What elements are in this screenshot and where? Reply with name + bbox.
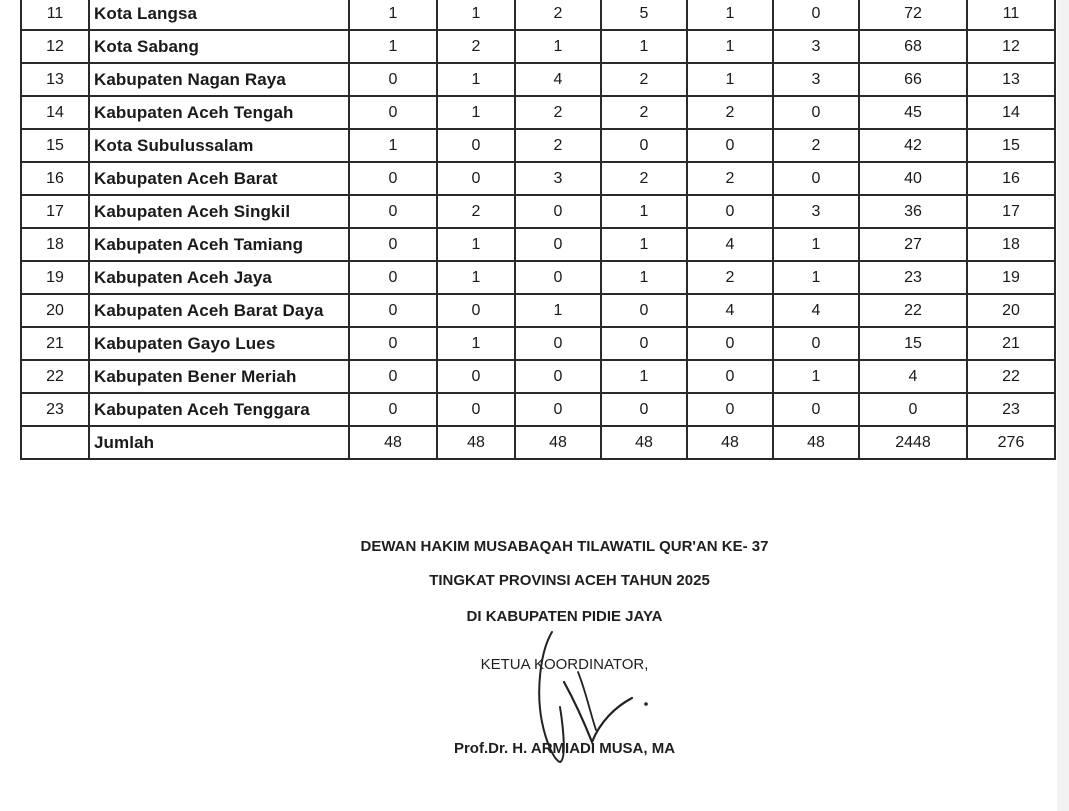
table-row xyxy=(21,30,1055,63)
count-col-4-cell: 2 xyxy=(601,96,687,129)
count-col-6-cell: 2 xyxy=(773,129,859,162)
count-col-5-cell: 1 xyxy=(687,63,773,96)
count-col-5-cell: 1 xyxy=(687,30,773,63)
district-name-cell: Kabupaten Aceh Barat Daya xyxy=(89,294,349,327)
district-name-cell: Kota Langsa xyxy=(89,0,349,30)
count-col-2-cell: 1 xyxy=(437,327,515,360)
count-col-5-cell: 0 xyxy=(687,360,773,393)
count-col-2-cell: 0 xyxy=(437,393,515,426)
rank-cell: 16 xyxy=(967,162,1055,195)
row-number-cell: 13 xyxy=(21,63,89,96)
count-col-5-cell: 2 xyxy=(687,261,773,294)
event-level-title: TINGKAT PROVINSI ACEH TAHUN 2025 xyxy=(429,572,710,589)
count-col-6-cell: 1 xyxy=(773,261,859,294)
count-col-4-cell: 1 xyxy=(601,30,687,63)
count-col-6-cell: 0 xyxy=(773,0,859,30)
count-col-4-cell: 2 xyxy=(601,162,687,195)
rank-cell: 21 xyxy=(967,327,1055,360)
rank-cell: 23 xyxy=(967,393,1055,426)
rank-cell: 13 xyxy=(967,63,1055,96)
table-row xyxy=(21,129,1055,162)
row-number-cell: 20 xyxy=(21,294,89,327)
count-col-4-cell: 1 xyxy=(601,195,687,228)
rank-cell: 15 xyxy=(967,129,1055,162)
count-col-2-cell: 1 xyxy=(437,228,515,261)
count-col-4-cell: 5 xyxy=(601,0,687,30)
count-col-2-cell: 48 xyxy=(437,426,515,459)
total-score-cell: 23 xyxy=(859,261,967,294)
district-name-cell: Kabupaten Aceh Tamiang xyxy=(89,228,349,261)
count-col-4-cell: 0 xyxy=(601,327,687,360)
count-col-6-cell: 3 xyxy=(773,195,859,228)
total-score-cell: 22 xyxy=(859,294,967,327)
count-col-3-cell: 3 xyxy=(515,162,601,195)
sum-row xyxy=(21,426,1055,459)
count-col-6-cell: 3 xyxy=(773,30,859,63)
table-row xyxy=(21,228,1055,261)
count-col-1-cell: 1 xyxy=(349,30,437,63)
council-title: DEWAN HAKIM MUSABAQAH TILAWATIL QUR'AN KE- 37 xyxy=(360,538,769,555)
district-name-cell: Kabupaten Aceh Jaya xyxy=(89,261,349,294)
count-col-5-cell: 4 xyxy=(687,294,773,327)
handwritten-signature xyxy=(520,612,670,772)
count-col-1-cell: 0 xyxy=(349,360,437,393)
count-col-3-cell: 0 xyxy=(515,327,601,360)
count-col-1-cell: 0 xyxy=(349,261,437,294)
count-col-5-cell: 48 xyxy=(687,426,773,459)
district-name-cell: Kota Subulussalam xyxy=(89,129,349,162)
count-col-3-cell: 2 xyxy=(515,96,601,129)
rank-cell: 18 xyxy=(967,228,1055,261)
table-row xyxy=(21,294,1055,327)
district-name-cell: Kabupaten Gayo Lues xyxy=(89,327,349,360)
district-name-cell: Kabupaten Aceh Barat xyxy=(89,162,349,195)
results-table xyxy=(20,0,1056,460)
count-col-6-cell: 0 xyxy=(773,96,859,129)
count-col-2-cell: 0 xyxy=(437,294,515,327)
count-col-3-cell: 0 xyxy=(515,261,601,294)
count-col-6-cell: 0 xyxy=(773,327,859,360)
count-col-5-cell: 0 xyxy=(687,129,773,162)
count-col-3-cell: 1 xyxy=(515,30,601,63)
count-col-6-cell: 1 xyxy=(773,360,859,393)
count-col-3-cell: 0 xyxy=(515,195,601,228)
total-score-cell: 15 xyxy=(859,327,967,360)
signatory-name: Prof.Dr. H. ARMIADI MUSA, MA xyxy=(453,740,676,757)
total-score-cell: 0 xyxy=(859,393,967,426)
count-col-1-cell: 1 xyxy=(349,0,437,30)
count-col-2-cell: 0 xyxy=(437,360,515,393)
count-col-1-cell: 0 xyxy=(349,162,437,195)
event-location-title: DI KABUPATEN PIDIE JAYA xyxy=(466,608,663,625)
count-col-4-cell: 0 xyxy=(601,294,687,327)
total-score-cell: 72 xyxy=(859,0,967,30)
count-col-1-cell: 1 xyxy=(349,129,437,162)
count-col-2-cell: 1 xyxy=(437,0,515,30)
row-number-cell: 12 xyxy=(21,30,89,63)
total-score-cell: 45 xyxy=(859,96,967,129)
signatory-role: KETUA KOORDINATOR, xyxy=(480,656,649,673)
count-col-2-cell: 0 xyxy=(437,162,515,195)
district-name-cell: Jumlah xyxy=(89,426,349,459)
rank-cell: 11 xyxy=(967,0,1055,30)
rank-cell: 17 xyxy=(967,195,1055,228)
row-number-cell xyxy=(21,426,89,459)
total-score-cell: 68 xyxy=(859,30,967,63)
count-col-5-cell: 0 xyxy=(687,327,773,360)
count-col-6-cell: 1 xyxy=(773,228,859,261)
count-col-2-cell: 1 xyxy=(437,96,515,129)
table-row xyxy=(21,162,1055,195)
count-col-1-cell: 0 xyxy=(349,195,437,228)
count-col-4-cell: 1 xyxy=(601,360,687,393)
count-col-4-cell: 1 xyxy=(601,261,687,294)
row-number-cell: 18 xyxy=(21,228,89,261)
count-col-5-cell: 1 xyxy=(687,0,773,30)
count-col-4-cell: 2 xyxy=(601,63,687,96)
district-name-cell: Kabupaten Aceh Singkil xyxy=(89,195,349,228)
count-col-5-cell: 0 xyxy=(687,195,773,228)
count-col-1-cell: 0 xyxy=(349,294,437,327)
district-name-cell: Kabupaten Aceh Tengah xyxy=(89,96,349,129)
row-number-cell: 15 xyxy=(21,129,89,162)
table-row xyxy=(21,360,1055,393)
table-row xyxy=(21,393,1055,426)
count-col-6-cell: 3 xyxy=(773,63,859,96)
count-col-2-cell: 2 xyxy=(437,195,515,228)
total-score-cell: 4 xyxy=(859,360,967,393)
count-col-3-cell: 0 xyxy=(515,228,601,261)
row-number-cell: 21 xyxy=(21,327,89,360)
count-col-1-cell: 48 xyxy=(349,426,437,459)
count-col-5-cell: 0 xyxy=(687,393,773,426)
row-number-cell: 19 xyxy=(21,261,89,294)
row-number-cell: 14 xyxy=(21,96,89,129)
row-number-cell: 23 xyxy=(21,393,89,426)
count-col-1-cell: 0 xyxy=(349,96,437,129)
total-score-cell: 66 xyxy=(859,63,967,96)
count-col-1-cell: 0 xyxy=(349,393,437,426)
count-col-6-cell: 48 xyxy=(773,426,859,459)
total-score-cell: 36 xyxy=(859,195,967,228)
count-col-3-cell: 2 xyxy=(515,0,601,30)
district-name-cell: Kabupaten Bener Meriah xyxy=(89,360,349,393)
district-name-cell: Kabupaten Aceh Tenggara xyxy=(89,393,349,426)
count-col-3-cell: 2 xyxy=(515,129,601,162)
count-col-6-cell: 0 xyxy=(773,162,859,195)
rank-cell: 276 xyxy=(967,426,1055,459)
table-row xyxy=(21,96,1055,129)
count-col-4-cell: 0 xyxy=(601,393,687,426)
count-col-2-cell: 1 xyxy=(437,261,515,294)
count-col-4-cell: 1 xyxy=(601,228,687,261)
count-col-1-cell: 0 xyxy=(349,228,437,261)
rank-cell: 20 xyxy=(967,294,1055,327)
rank-cell: 14 xyxy=(967,96,1055,129)
count-col-5-cell: 4 xyxy=(687,228,773,261)
count-col-2-cell: 0 xyxy=(437,129,515,162)
rank-cell: 22 xyxy=(967,360,1055,393)
row-number-cell: 17 xyxy=(21,195,89,228)
rank-cell: 19 xyxy=(967,261,1055,294)
table-row xyxy=(21,261,1055,294)
district-name-cell: Kota Sabang xyxy=(89,30,349,63)
count-col-1-cell: 0 xyxy=(349,327,437,360)
count-col-5-cell: 2 xyxy=(687,96,773,129)
total-score-cell: 2448 xyxy=(859,426,967,459)
count-col-2-cell: 2 xyxy=(437,30,515,63)
row-number-cell: 22 xyxy=(21,360,89,393)
count-col-6-cell: 4 xyxy=(773,294,859,327)
count-col-3-cell: 0 xyxy=(515,360,601,393)
page-edge xyxy=(1057,0,1069,811)
count-col-3-cell: 0 xyxy=(515,393,601,426)
count-col-1-cell: 0 xyxy=(349,63,437,96)
count-col-3-cell: 1 xyxy=(515,294,601,327)
count-col-3-cell: 4 xyxy=(515,63,601,96)
row-number-cell: 11 xyxy=(21,0,89,30)
total-score-cell: 42 xyxy=(859,129,967,162)
table-body xyxy=(21,0,1055,459)
total-score-cell: 40 xyxy=(859,162,967,195)
district-name-cell: Kabupaten Nagan Raya xyxy=(89,63,349,96)
rank-cell: 12 xyxy=(967,30,1055,63)
count-col-4-cell: 0 xyxy=(601,129,687,162)
table-row xyxy=(21,63,1055,96)
count-col-3-cell: 48 xyxy=(515,426,601,459)
count-col-5-cell: 2 xyxy=(687,162,773,195)
total-score-cell: 27 xyxy=(859,228,967,261)
table-row xyxy=(21,327,1055,360)
table-row xyxy=(21,195,1055,228)
row-number-cell: 16 xyxy=(21,162,89,195)
table-row xyxy=(21,0,1055,30)
count-col-2-cell: 1 xyxy=(437,63,515,96)
count-col-6-cell: 0 xyxy=(773,393,859,426)
count-col-4-cell: 48 xyxy=(601,426,687,459)
